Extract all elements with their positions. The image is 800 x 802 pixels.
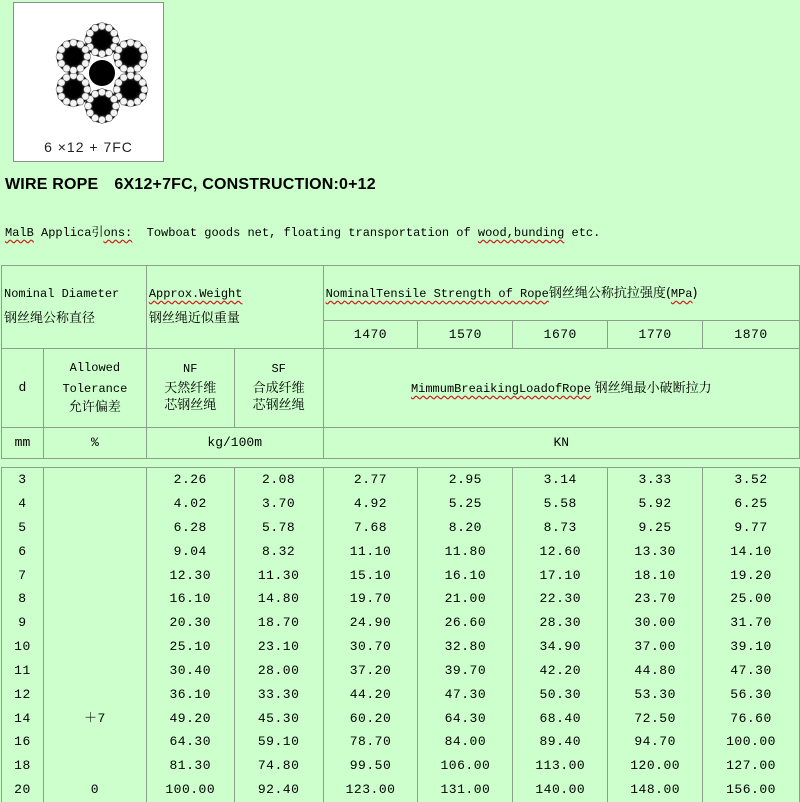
breaking-load-cell: 120.00 <box>608 754 703 778</box>
rope-wire <box>58 60 65 67</box>
breaking-load-cell: 42.20 <box>513 659 608 683</box>
rope-wire <box>63 74 70 81</box>
rope-wire <box>127 39 134 46</box>
breaking-load-cell: 16.10 <box>418 563 513 587</box>
nominal-diameter-header <box>2 266 147 349</box>
breaking-load-cell: 11.80 <box>418 540 513 564</box>
unit-mm: mm <box>2 428 44 459</box>
nominal-diameter-en: Nominal Diameter <box>4 287 120 301</box>
table-row <box>2 540 800 564</box>
rope-wire <box>105 114 112 121</box>
diameter-cell: 7 <box>2 563 44 587</box>
breaking-load-cell: 13.30 <box>608 540 703 564</box>
rope-wire <box>70 39 77 46</box>
breaking-load-cell: 78.70 <box>323 730 418 754</box>
applications-label-main: Applica引 <box>33 226 104 240</box>
rope-wire <box>84 86 91 93</box>
nf-weight-cell: 20.30 <box>146 611 234 635</box>
wire-rope-spec-table <box>1 265 800 802</box>
tolerance-cell <box>43 492 146 516</box>
nf-weight-cell: 16.10 <box>146 587 234 611</box>
unit-percent: % <box>43 428 146 459</box>
nominal-diameter-cn: 钢丝绳公称直径 <box>4 311 96 327</box>
table-row <box>2 492 800 516</box>
nf-en: NF <box>183 362 198 377</box>
breaking-load-cell: 76.60 <box>703 706 800 730</box>
breaking-load-cell: 123.00 <box>323 778 418 802</box>
table-row <box>2 635 800 659</box>
rope-cross-section-image <box>13 2 164 162</box>
breaking-load-cn: 钢丝绳最小破断拉力 <box>594 380 712 396</box>
sf-weight-cell: 33.30 <box>234 683 323 707</box>
nf-weight-cell: 100.00 <box>146 778 234 802</box>
rope-wire <box>98 23 105 30</box>
breaking-load-cell: 30.00 <box>608 611 703 635</box>
breaking-load-header <box>323 349 799 428</box>
breaking-load-cell: 99.50 <box>323 754 418 778</box>
breaking-load-cell: 3.14 <box>513 468 608 492</box>
breaking-load-cell: 68.40 <box>513 706 608 730</box>
sf-weight-cell: 14.80 <box>234 587 323 611</box>
tolerance-cell <box>43 516 146 540</box>
rope-wire <box>56 53 63 60</box>
breaking-load-cell: 39.10 <box>703 635 800 659</box>
breaking-load-cell: 50.30 <box>513 683 608 707</box>
breaking-load-cell: 148.00 <box>608 778 703 802</box>
diameter-cell: 18 <box>2 754 44 778</box>
breaking-load-cell: 37.00 <box>608 635 703 659</box>
tolerance-cell <box>43 587 146 611</box>
tolerance-cell <box>43 468 146 492</box>
rope-wire <box>112 102 119 109</box>
breaking-load-cell: 23.70 <box>608 587 703 611</box>
rope-wire <box>85 102 92 109</box>
breaking-load-cell: 15.10 <box>323 563 418 587</box>
table-row <box>2 516 800 540</box>
breaking-load-cell: 7.68 <box>323 516 418 540</box>
nf-cn-1: 天然纤维 <box>164 380 217 396</box>
diameter-cell: 3 <box>2 468 44 492</box>
breaking-load-cell: 37.20 <box>323 659 418 683</box>
nf-weight-cell: 12.30 <box>146 563 234 587</box>
tolerance-plus-cell: ＋7 <box>43 706 146 730</box>
tolerance-cell <box>43 730 146 754</box>
breaking-load-cell: 25.00 <box>703 587 800 611</box>
rope-wire <box>115 60 122 67</box>
sf-weight-cell: 28.00 <box>234 659 323 683</box>
table-row <box>2 659 800 683</box>
diameter-cell: 20 <box>2 778 44 802</box>
applications-text-end: etc. <box>564 226 601 240</box>
breaking-load-cell: 56.30 <box>703 683 800 707</box>
rope-fiber-core <box>89 60 115 86</box>
breaking-load-cell: 9.25 <box>608 516 703 540</box>
rope-wire <box>70 100 77 107</box>
breaking-load-cell: 127.00 <box>703 754 800 778</box>
rope-wire <box>92 24 99 31</box>
breaking-load-cell: 44.20 <box>323 683 418 707</box>
tolerance-en-2: Tolerance <box>62 382 128 397</box>
nf-weight-cell: 4.02 <box>146 492 234 516</box>
table-body <box>2 468 800 802</box>
diameter-cell: 8 <box>2 587 44 611</box>
breaking-load-cell: 17.10 <box>513 563 608 587</box>
breaking-load-en: MimmumBreaikingLoadofRope <box>410 381 591 396</box>
breaking-load-cell: 9.77 <box>703 516 800 540</box>
breaking-load-cell: 30.70 <box>323 635 418 659</box>
rope-wire <box>113 86 120 93</box>
nf-weight-cell: 49.20 <box>146 706 234 730</box>
table-gap <box>2 459 800 468</box>
rope-wire <box>56 86 63 93</box>
breaking-load-cell: 8.20 <box>418 516 513 540</box>
diameter-symbol: d <box>2 349 44 428</box>
nf-weight-cell: 36.10 <box>146 683 234 707</box>
breaking-load-cell: 21.00 <box>418 587 513 611</box>
sf-weight-cell: 3.70 <box>234 492 323 516</box>
breaking-load-cell: 5.58 <box>513 492 608 516</box>
rope-wire <box>141 86 148 93</box>
tolerance-en-1: Allowed <box>69 360 121 375</box>
breaking-load-cell: 2.95 <box>418 468 513 492</box>
breaking-load-cell: 5.92 <box>608 492 703 516</box>
approx-weight-header <box>146 266 323 349</box>
breaking-load-cell: 5.25 <box>418 492 513 516</box>
tolerance-cell <box>43 563 146 587</box>
rope-wire <box>110 96 117 103</box>
rope-wire <box>98 89 105 96</box>
diameter-cell: 14 <box>2 706 44 730</box>
diameter-cell: 11 <box>2 659 44 683</box>
rope-wire <box>113 53 120 60</box>
breaking-load-cell: 156.00 <box>703 778 800 802</box>
nf-weight-cell: 6.28 <box>146 516 234 540</box>
breaking-load-cell: 3.33 <box>608 468 703 492</box>
rope-wire <box>127 72 134 79</box>
applications-label-suffix: ons: <box>103 226 133 240</box>
breaking-load-cell: 11.10 <box>323 540 418 564</box>
breaking-load-cell: 47.30 <box>418 683 513 707</box>
sf-weight-cell: 2.08 <box>234 468 323 492</box>
tolerance-cell <box>43 611 146 635</box>
sf-weight-cell: 59.10 <box>234 730 323 754</box>
rope-wire <box>139 79 146 86</box>
product-name: WIRE ROPE <box>5 176 99 193</box>
rope-wire <box>134 65 141 72</box>
rope-wire <box>77 98 84 105</box>
product-spec: 6X12+7FC, CONSTRUCTION:0+12 <box>114 176 376 193</box>
diameter-cell: 9 <box>2 611 44 635</box>
breaking-load-cell: 60.20 <box>323 706 418 730</box>
sf-header <box>234 349 323 428</box>
tolerance-cell <box>43 635 146 659</box>
diameter-cell: 12 <box>2 683 44 707</box>
table-row <box>2 778 800 802</box>
breaking-load-cell: 106.00 <box>418 754 513 778</box>
nf-weight-cell: 64.30 <box>146 730 234 754</box>
rope-wire <box>120 41 127 48</box>
nf-header <box>146 349 234 428</box>
unit-kn: KN <box>323 428 799 459</box>
table-row <box>2 754 800 778</box>
nf-weight-cell: 25.10 <box>146 635 234 659</box>
sf-weight-cell: 74.80 <box>234 754 323 778</box>
approx-weight-cn: 钢丝绳近似重量 <box>148 311 240 327</box>
breaking-load-cell: 22.30 <box>513 587 608 611</box>
rope-wire <box>120 74 127 81</box>
rope-wire <box>82 79 89 86</box>
rope-cross-section-icon <box>14 3 165 133</box>
nf-weight-cell: 30.40 <box>146 659 234 683</box>
tensile-strength-unit: MPa <box>670 286 693 301</box>
tolerance-cell <box>43 659 146 683</box>
breaking-load-cell: 18.10 <box>608 563 703 587</box>
rope-wire <box>58 93 65 100</box>
rope-wire <box>86 109 93 116</box>
rope-wire <box>85 36 92 43</box>
strand-fiber-core <box>64 48 82 66</box>
tolerance-cell <box>43 683 146 707</box>
rope-wire <box>134 98 141 105</box>
approx-weight-en: Approx.Weight <box>148 287 243 301</box>
rope-wire <box>127 100 134 107</box>
breaking-load-cell: 31.70 <box>703 611 800 635</box>
tolerance-cn: 允许偏差 <box>68 399 121 415</box>
breaking-load-cell: 2.77 <box>323 468 418 492</box>
breaking-load-cell: 19.70 <box>323 587 418 611</box>
rope-wire <box>63 41 70 48</box>
breaking-load-cell: 100.00 <box>703 730 800 754</box>
strand-fiber-core <box>122 81 140 99</box>
breaking-load-cell: 47.30 <box>703 659 800 683</box>
breaking-load-cell: 34.90 <box>513 635 608 659</box>
rope-wire <box>92 90 99 97</box>
rope-wire <box>112 36 119 43</box>
rope-wire <box>105 48 112 55</box>
applications-text: Towboat goods net, floating transportation of <box>132 226 478 240</box>
sf-en: SF <box>271 362 286 377</box>
grade-1870: 1870 <box>703 321 800 349</box>
tolerance-cell <box>43 754 146 778</box>
breaking-load-cell: 14.10 <box>703 540 800 564</box>
grade-1570: 1570 <box>418 321 513 349</box>
breaking-load-cell: 84.00 <box>418 730 513 754</box>
tolerance-cell <box>43 540 146 564</box>
nf-weight-cell: 81.30 <box>146 754 234 778</box>
tolerance-zero-cell: 0 <box>43 778 146 802</box>
breaking-load-cell: 32.80 <box>418 635 513 659</box>
breaking-load-cell: 6.25 <box>703 492 800 516</box>
strand-fiber-core <box>122 48 140 66</box>
diameter-cell: 4 <box>2 492 44 516</box>
page-title <box>5 176 376 194</box>
tensile-strength-cn: 钢丝绳公称抗拉强度( <box>548 285 671 301</box>
rope-wire <box>84 53 91 60</box>
rope-wire <box>110 30 117 37</box>
breaking-load-cell: 12.60 <box>513 540 608 564</box>
strand-fiber-core <box>93 97 111 115</box>
table-row <box>2 706 800 730</box>
breaking-load-cell: 39.70 <box>418 659 513 683</box>
rope-wire <box>141 53 148 60</box>
rope-wire <box>77 65 84 72</box>
diameter-cell: 16 <box>2 730 44 754</box>
diameter-cell: 5 <box>2 516 44 540</box>
diameter-cell: 6 <box>2 540 44 564</box>
breaking-load-cell: 89.40 <box>513 730 608 754</box>
sf-cn-2: 芯钢丝绳 <box>252 398 305 414</box>
tensile-strength-en: NominalTensile Strength of Rope <box>325 286 549 301</box>
sf-weight-cell: 8.32 <box>234 540 323 564</box>
breaking-load-cell: 113.00 <box>513 754 608 778</box>
sf-weight-cell: 11.30 <box>234 563 323 587</box>
rope-wire <box>70 67 77 74</box>
grade-1670: 1670 <box>513 321 608 349</box>
grade-1770: 1770 <box>608 321 703 349</box>
breaking-load-cell: 28.30 <box>513 611 608 635</box>
nf-cn-2: 芯钢丝绳 <box>164 398 217 414</box>
rope-wire <box>98 50 105 57</box>
sf-weight-cell: 5.78 <box>234 516 323 540</box>
nf-weight-cell: 9.04 <box>146 540 234 564</box>
table-row <box>2 730 800 754</box>
sf-weight-cell: 92.40 <box>234 778 323 802</box>
breaking-load-cell: 26.60 <box>418 611 513 635</box>
breaking-load-cell: 3.52 <box>703 468 800 492</box>
breaking-load-cell: 24.90 <box>323 611 418 635</box>
sf-cn-1: 合成纤维 <box>252 380 305 396</box>
table-row <box>2 587 800 611</box>
diameter-cell: 10 <box>2 635 44 659</box>
tensile-strength-close: ) <box>692 285 698 301</box>
sf-weight-cell: 18.70 <box>234 611 323 635</box>
rope-wire <box>98 116 105 123</box>
breaking-load-cell: 53.30 <box>608 683 703 707</box>
breaking-load-cell: 64.30 <box>418 706 513 730</box>
breaking-load-cell: 140.00 <box>513 778 608 802</box>
breaking-load-cell: 94.70 <box>608 730 703 754</box>
rope-wire <box>139 46 146 53</box>
table-row <box>2 611 800 635</box>
sf-weight-cell: 23.10 <box>234 635 323 659</box>
table-row <box>2 563 800 587</box>
sf-weight-cell: 45.30 <box>234 706 323 730</box>
breaking-load-cell: 8.73 <box>513 516 608 540</box>
breaking-load-cell: 44.80 <box>608 659 703 683</box>
strand-fiber-core <box>64 81 82 99</box>
tolerance-header <box>43 349 146 428</box>
grade-1470: 1470 <box>323 321 418 349</box>
tensile-strength-header <box>323 266 799 321</box>
applications-label-prefix: MalB <box>5 226 34 240</box>
strand-fiber-core <box>93 31 111 49</box>
applications-text-wavy: wood,bunding <box>477 226 565 240</box>
breaking-load-cell: 19.20 <box>703 563 800 587</box>
breaking-load-cell: 4.92 <box>323 492 418 516</box>
unit-weight: kg/100m <box>146 428 323 459</box>
breaking-load-cell: 72.50 <box>608 706 703 730</box>
nf-weight-cell: 2.26 <box>146 468 234 492</box>
table-row <box>2 683 800 707</box>
image-caption: 6 ×12 + 7FC <box>44 139 133 155</box>
rope-wire <box>82 46 89 53</box>
table-row <box>2 468 800 492</box>
breaking-load-cell: 131.00 <box>418 778 513 802</box>
applications-line <box>5 223 600 240</box>
